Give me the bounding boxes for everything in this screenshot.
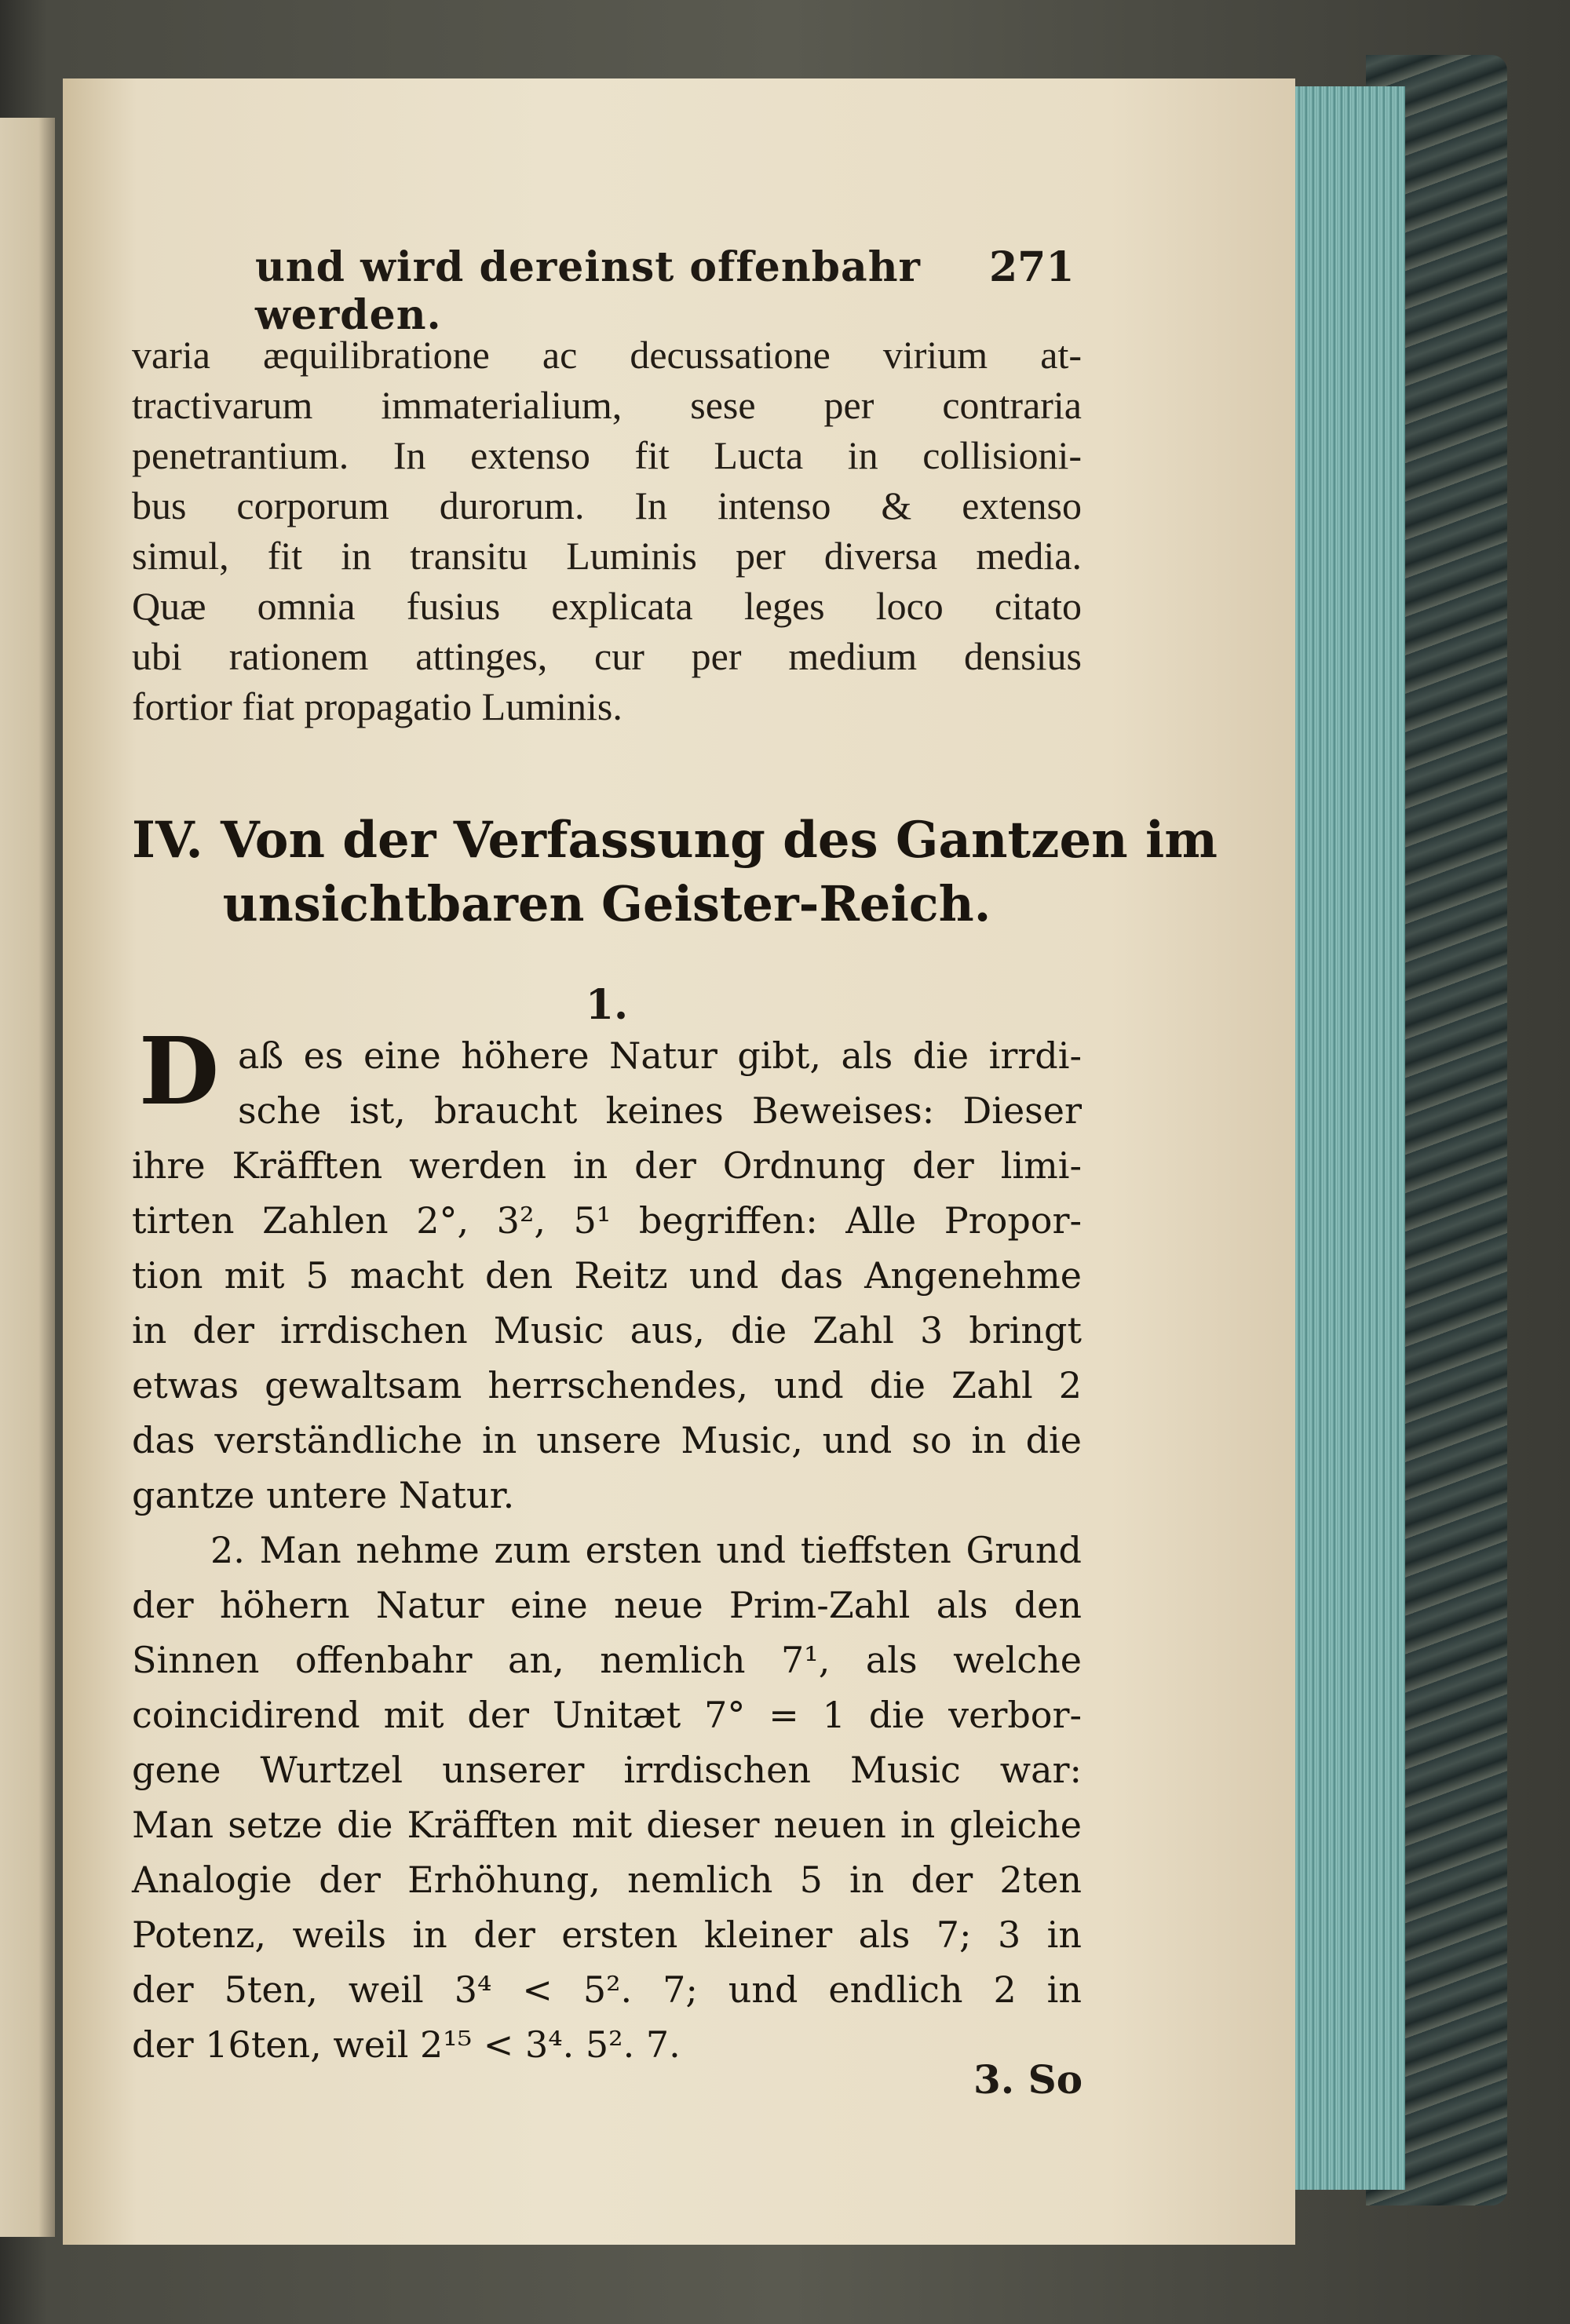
text-line: Quæ omnia fusius explicata leges loco citato bbox=[132, 584, 1082, 628]
text-line: bus corporum durorum. In intenso & extenso bbox=[132, 483, 1082, 527]
text-line: das verständliche in unsere Music, und so in die bbox=[132, 1419, 1082, 1461]
text-line: varia æquilibratione ac decussatione virium at- bbox=[132, 333, 1082, 377]
section-heading bbox=[132, 808, 1218, 936]
text-line: der 16ten, weil 2¹⁵ < 3⁴. 5². 7. bbox=[132, 2023, 681, 2066]
catchword: 3. So bbox=[973, 2056, 1083, 2103]
heading-line-1: IV. Von der Verfassung des Gantzen im bbox=[132, 811, 1218, 870]
facing-page-edge bbox=[0, 118, 55, 2237]
text-line: tirten Zahlen 2°, 3², 5¹ begriffen: Alle Propor- bbox=[132, 1199, 1082, 1242]
text-line: fortior fiat propagatio Luminis. bbox=[132, 684, 623, 728]
page-header bbox=[133, 235, 1075, 339]
page-edges bbox=[1287, 86, 1405, 2190]
text-line: Potenz, weils in der ersten kleiner als 7; 3 in bbox=[132, 1914, 1082, 1956]
page-number: 271 bbox=[989, 243, 1075, 291]
text-line: tion mit 5 macht den Reitz und das Angenehme bbox=[132, 1254, 1082, 1297]
text-line: gantze untere Natur. bbox=[132, 1474, 515, 1516]
running-head: und wird dereinst offenbahr werden. bbox=[255, 243, 921, 339]
text-line: ubi rationem attinges, cur per medium densius bbox=[132, 634, 1082, 678]
text-line: penetrantium. In extenso fit Lucta in collisioni- bbox=[132, 433, 1082, 477]
text-line: in der irrdischen Music aus, die Zahl 3 bringt bbox=[132, 1309, 1082, 1352]
text-line: tractivarum immaterialium, sese per contraria bbox=[132, 383, 1082, 427]
text-line: gene Wurtzel unserer irrdischen Music war: bbox=[132, 1749, 1082, 1791]
drop-cap: D bbox=[138, 1016, 220, 1126]
text-line: der höhern Natur eine neue Prim-Zahl als den bbox=[132, 1584, 1082, 1626]
text-line: der 5ten, weil 3⁴ < 5². 7; und endlich 2 in bbox=[132, 1968, 1082, 2011]
text-line: 2. Man nehme zum ersten und tieffsten Grund bbox=[210, 1529, 1082, 1571]
text-line: ihre Kräfften werden in der Ordnung der limi- bbox=[132, 1144, 1082, 1187]
latin-text-block bbox=[132, 330, 1082, 731]
text-line: coincidirend mit der Unitæt 7° = 1 die verbor- bbox=[132, 1694, 1082, 1736]
text-line: simul, fit in transitu Luminis per diversa media. bbox=[132, 534, 1082, 578]
heading-line-2: unsichtbaren Geister-Reich. bbox=[222, 875, 991, 932]
text-line: etwas gewaltsam herrschendes, und die Zahl 2 bbox=[132, 1364, 1082, 1406]
text-line: Man setze die Kräfften mit dieser neuen in gleiche bbox=[132, 1804, 1082, 1846]
text-line: aß es eine höhere Natur gibt, als die irrdi- bbox=[238, 1034, 1082, 1077]
text-line: Analogie der Erhöhung, nemlich 5 in der 2ten bbox=[132, 1859, 1082, 1901]
text-line: sche ist, braucht keines Beweises: Dieser bbox=[238, 1089, 1082, 1132]
german-text-block bbox=[132, 1028, 1082, 2072]
text-line: Sinnen offenbahr an, nemlich 7¹, als welche bbox=[132, 1639, 1082, 1681]
section-number: 1. bbox=[585, 981, 629, 1029]
